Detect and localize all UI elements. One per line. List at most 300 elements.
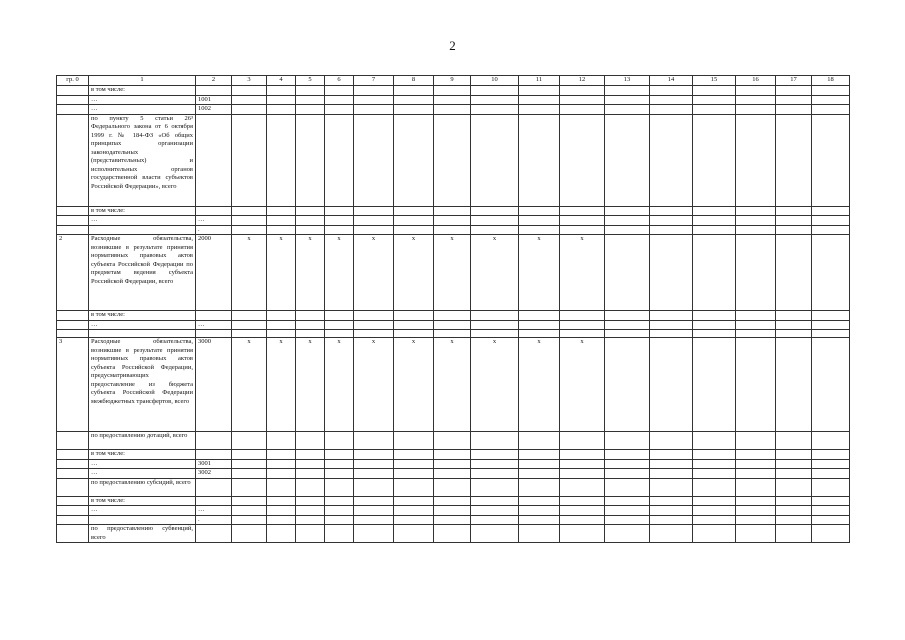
empty-cell bbox=[354, 432, 394, 450]
x-mark-cell: х bbox=[519, 235, 560, 311]
empty-cell bbox=[394, 506, 434, 516]
description-cell: по пункту 5 статьи 26³ Федерального закона от 6 октября 1999 г. № 184-ФЗ «Об общих принципах организации законодательных (представительных) и исполнительных органов государственной власти субъектов Российской Федерации», всего bbox=[89, 114, 196, 206]
empty-cell bbox=[519, 478, 560, 496]
empty-cell bbox=[434, 320, 471, 330]
code-cell bbox=[196, 206, 232, 216]
empty-cell bbox=[394, 330, 434, 338]
table-row bbox=[57, 206, 850, 216]
empty-cell bbox=[693, 478, 736, 496]
empty-cell bbox=[776, 459, 812, 469]
x-mark-cell: х bbox=[267, 235, 296, 311]
empty-cell bbox=[232, 496, 267, 506]
empty-cell bbox=[394, 225, 434, 235]
empty-cell bbox=[693, 525, 736, 543]
empty-cell bbox=[394, 95, 434, 105]
code-cell: 3000 bbox=[196, 338, 232, 432]
empty-cell bbox=[736, 330, 776, 338]
empty-cell bbox=[325, 506, 354, 516]
description-cell: … bbox=[89, 506, 196, 516]
empty-cell bbox=[394, 478, 434, 496]
empty-cell bbox=[471, 114, 519, 206]
empty-cell bbox=[296, 86, 325, 96]
empty-cell bbox=[519, 525, 560, 543]
empty-cell bbox=[736, 114, 776, 206]
header-cell: 3 bbox=[232, 76, 267, 86]
empty-cell bbox=[605, 506, 650, 516]
empty-cell bbox=[693, 320, 736, 330]
empty-cell bbox=[812, 235, 850, 311]
empty-cell bbox=[354, 320, 394, 330]
table-row bbox=[57, 114, 850, 206]
empty-cell bbox=[434, 216, 471, 226]
empty-cell bbox=[519, 105, 560, 115]
row-number-cell bbox=[57, 478, 89, 496]
empty-cell bbox=[650, 469, 693, 479]
empty-cell bbox=[434, 459, 471, 469]
empty-cell bbox=[267, 95, 296, 105]
empty-cell bbox=[519, 311, 560, 321]
empty-cell bbox=[471, 515, 519, 525]
header-cell: 7 bbox=[354, 76, 394, 86]
empty-cell bbox=[471, 450, 519, 460]
empty-cell bbox=[650, 338, 693, 432]
empty-cell bbox=[736, 311, 776, 321]
empty-cell bbox=[296, 225, 325, 235]
header-cell: 11 bbox=[519, 76, 560, 86]
empty-cell bbox=[736, 506, 776, 516]
empty-cell bbox=[736, 225, 776, 235]
code-cell bbox=[196, 330, 232, 338]
empty-cell bbox=[776, 432, 812, 450]
empty-cell bbox=[434, 506, 471, 516]
row-number-cell bbox=[57, 320, 89, 330]
row-number-cell bbox=[57, 432, 89, 450]
empty-cell bbox=[471, 506, 519, 516]
table-row bbox=[57, 320, 850, 330]
header-cell: 5 bbox=[296, 76, 325, 86]
row-number-cell bbox=[57, 311, 89, 321]
empty-cell bbox=[812, 216, 850, 226]
row-number-cell bbox=[57, 515, 89, 525]
empty-cell bbox=[325, 225, 354, 235]
empty-cell bbox=[650, 105, 693, 115]
empty-cell bbox=[812, 496, 850, 506]
empty-cell bbox=[605, 525, 650, 543]
empty-cell bbox=[434, 206, 471, 216]
empty-cell bbox=[471, 330, 519, 338]
empty-cell bbox=[776, 450, 812, 460]
empty-cell bbox=[776, 506, 812, 516]
empty-cell bbox=[354, 105, 394, 115]
empty-cell bbox=[519, 114, 560, 206]
empty-cell bbox=[267, 478, 296, 496]
empty-cell bbox=[560, 320, 605, 330]
empty-cell bbox=[296, 525, 325, 543]
x-mark-cell: х bbox=[296, 235, 325, 311]
description-cell: в том числе: bbox=[89, 450, 196, 460]
empty-cell bbox=[605, 478, 650, 496]
empty-cell bbox=[325, 515, 354, 525]
empty-cell bbox=[267, 450, 296, 460]
empty-cell bbox=[519, 432, 560, 450]
empty-cell bbox=[812, 525, 850, 543]
empty-cell bbox=[650, 320, 693, 330]
x-mark-cell: х bbox=[232, 235, 267, 311]
x-mark-cell: х bbox=[325, 235, 354, 311]
code-cell: 1002 bbox=[196, 105, 232, 115]
empty-cell bbox=[776, 105, 812, 115]
code-cell: . bbox=[196, 225, 232, 235]
empty-cell bbox=[812, 95, 850, 105]
empty-cell bbox=[605, 105, 650, 115]
empty-cell bbox=[354, 225, 394, 235]
x-mark-cell: х bbox=[232, 338, 267, 432]
table-row bbox=[57, 311, 850, 321]
empty-cell bbox=[434, 496, 471, 506]
table-row bbox=[57, 235, 850, 311]
empty-cell bbox=[267, 105, 296, 115]
table-row bbox=[57, 496, 850, 506]
code-cell bbox=[196, 311, 232, 321]
description-cell: … bbox=[89, 459, 196, 469]
empty-cell bbox=[471, 525, 519, 543]
empty-cell bbox=[232, 206, 267, 216]
empty-cell bbox=[650, 86, 693, 96]
empty-cell bbox=[693, 216, 736, 226]
empty-cell bbox=[650, 311, 693, 321]
header-cell: 8 bbox=[394, 76, 434, 86]
empty-cell bbox=[232, 469, 267, 479]
table-row bbox=[57, 469, 850, 479]
code-cell bbox=[196, 432, 232, 450]
row-number-cell bbox=[57, 525, 89, 543]
empty-cell bbox=[693, 206, 736, 216]
empty-cell bbox=[519, 86, 560, 96]
row-number-cell bbox=[57, 330, 89, 338]
row-number-cell: 2 bbox=[57, 235, 89, 311]
code-cell bbox=[196, 478, 232, 496]
empty-cell bbox=[650, 330, 693, 338]
empty-cell bbox=[776, 216, 812, 226]
code-cell bbox=[196, 525, 232, 543]
code-cell: … bbox=[196, 320, 232, 330]
x-mark-cell: х bbox=[519, 338, 560, 432]
table-row bbox=[57, 86, 850, 96]
empty-cell bbox=[325, 496, 354, 506]
empty-cell bbox=[650, 515, 693, 525]
empty-cell bbox=[434, 225, 471, 235]
empty-cell bbox=[519, 95, 560, 105]
empty-cell bbox=[560, 95, 605, 105]
empty-cell bbox=[394, 469, 434, 479]
empty-cell bbox=[519, 459, 560, 469]
empty-cell bbox=[232, 105, 267, 115]
code-cell: … bbox=[196, 506, 232, 516]
empty-cell bbox=[736, 105, 776, 115]
empty-cell bbox=[519, 320, 560, 330]
empty-cell bbox=[736, 450, 776, 460]
x-mark-cell: х bbox=[560, 235, 605, 311]
empty-cell bbox=[736, 515, 776, 525]
empty-cell bbox=[354, 86, 394, 96]
empty-cell bbox=[560, 432, 605, 450]
empty-cell bbox=[296, 311, 325, 321]
empty-cell bbox=[296, 95, 325, 105]
empty-cell bbox=[560, 114, 605, 206]
empty-cell bbox=[325, 469, 354, 479]
empty-cell bbox=[560, 459, 605, 469]
description-cell: в том числе: bbox=[89, 496, 196, 506]
empty-cell bbox=[296, 330, 325, 338]
description-cell: Расходные обязательства, возникшие в результате принятия нормативных правовых актов субъекта Российской Федерации по предметам ведения субъекта Российской Федерации, всего bbox=[89, 235, 196, 311]
empty-cell bbox=[267, 506, 296, 516]
empty-cell bbox=[812, 506, 850, 516]
empty-cell bbox=[434, 95, 471, 105]
table-row bbox=[57, 450, 850, 460]
empty-cell bbox=[267, 86, 296, 96]
empty-cell bbox=[519, 496, 560, 506]
empty-cell bbox=[776, 338, 812, 432]
row-number-cell bbox=[57, 450, 89, 460]
empty-cell bbox=[519, 506, 560, 516]
description-cell: по предоставлению субсидий, всего bbox=[89, 478, 196, 496]
empty-cell bbox=[434, 311, 471, 321]
code-cell bbox=[196, 450, 232, 460]
empty-cell bbox=[650, 450, 693, 460]
empty-cell bbox=[232, 225, 267, 235]
empty-cell bbox=[693, 114, 736, 206]
empty-cell bbox=[812, 432, 850, 450]
empty-cell bbox=[736, 478, 776, 496]
row-number-cell bbox=[57, 114, 89, 206]
empty-cell bbox=[560, 206, 605, 216]
empty-cell bbox=[650, 225, 693, 235]
empty-cell bbox=[434, 114, 471, 206]
header-cell: 10 bbox=[471, 76, 519, 86]
header-cell: 18 bbox=[812, 76, 850, 86]
empty-cell bbox=[605, 459, 650, 469]
empty-cell bbox=[560, 515, 605, 525]
empty-cell bbox=[650, 216, 693, 226]
empty-cell bbox=[776, 515, 812, 525]
empty-cell bbox=[776, 114, 812, 206]
description-cell: по предоставлению дотаций, всего bbox=[89, 432, 196, 450]
empty-cell bbox=[434, 432, 471, 450]
empty-cell bbox=[693, 469, 736, 479]
empty-cell bbox=[434, 450, 471, 460]
empty-cell bbox=[232, 114, 267, 206]
empty-cell bbox=[736, 338, 776, 432]
empty-cell bbox=[296, 114, 325, 206]
empty-cell bbox=[325, 216, 354, 226]
empty-cell bbox=[471, 496, 519, 506]
table-row bbox=[57, 338, 850, 432]
empty-cell bbox=[394, 216, 434, 226]
empty-cell bbox=[267, 525, 296, 543]
empty-cell bbox=[605, 330, 650, 338]
empty-cell bbox=[650, 432, 693, 450]
empty-cell bbox=[296, 469, 325, 479]
empty-cell bbox=[776, 206, 812, 216]
empty-cell bbox=[232, 311, 267, 321]
empty-cell bbox=[471, 469, 519, 479]
empty-cell bbox=[471, 216, 519, 226]
empty-cell bbox=[605, 95, 650, 105]
empty-cell bbox=[736, 320, 776, 330]
empty-cell bbox=[325, 105, 354, 115]
empty-cell bbox=[736, 432, 776, 450]
empty-cell bbox=[394, 459, 434, 469]
header-cell: 9 bbox=[434, 76, 471, 86]
empty-cell bbox=[394, 86, 434, 96]
empty-cell bbox=[394, 320, 434, 330]
report-table bbox=[56, 75, 850, 543]
empty-cell bbox=[394, 105, 434, 115]
empty-cell bbox=[434, 105, 471, 115]
empty-cell bbox=[776, 478, 812, 496]
x-mark-cell: х bbox=[471, 235, 519, 311]
row-number-cell bbox=[57, 225, 89, 235]
empty-cell bbox=[650, 506, 693, 516]
empty-cell bbox=[650, 496, 693, 506]
description-cell: по предоставлению субвенций, всего bbox=[89, 525, 196, 543]
empty-cell bbox=[325, 432, 354, 450]
empty-cell bbox=[267, 311, 296, 321]
header-cell: гр. 0 bbox=[57, 76, 89, 86]
empty-cell bbox=[267, 225, 296, 235]
header-cell: 14 bbox=[650, 76, 693, 86]
code-cell bbox=[196, 496, 232, 506]
empty-cell bbox=[232, 320, 267, 330]
empty-cell bbox=[325, 320, 354, 330]
description-cell bbox=[89, 225, 196, 235]
header-cell: 4 bbox=[267, 76, 296, 86]
empty-cell bbox=[296, 432, 325, 450]
empty-cell bbox=[605, 225, 650, 235]
empty-cell bbox=[736, 206, 776, 216]
empty-cell bbox=[605, 320, 650, 330]
header-cell: 16 bbox=[736, 76, 776, 86]
empty-cell bbox=[296, 496, 325, 506]
empty-cell bbox=[354, 216, 394, 226]
empty-cell bbox=[325, 478, 354, 496]
empty-cell bbox=[693, 459, 736, 469]
empty-cell bbox=[736, 86, 776, 96]
empty-cell bbox=[434, 330, 471, 338]
empty-cell bbox=[693, 450, 736, 460]
empty-cell bbox=[267, 496, 296, 506]
empty-cell bbox=[325, 330, 354, 338]
empty-cell bbox=[471, 225, 519, 235]
empty-cell bbox=[736, 469, 776, 479]
empty-cell bbox=[776, 320, 812, 330]
empty-cell bbox=[693, 515, 736, 525]
empty-cell bbox=[812, 225, 850, 235]
empty-cell bbox=[605, 450, 650, 460]
description-cell bbox=[89, 515, 196, 525]
code-cell: . bbox=[196, 515, 232, 525]
empty-cell bbox=[296, 506, 325, 516]
empty-cell bbox=[605, 469, 650, 479]
empty-cell bbox=[325, 114, 354, 206]
description-cell: Расходные обязательства, возникшие в результате принятия нормативных правовых актов субъекта Российской Федерации, предусматривающих предоставление из бюджета субъекта Российской Федерации межбюджетных трансфертов, всего bbox=[89, 338, 196, 432]
header-cell: 2 bbox=[196, 76, 232, 86]
empty-cell bbox=[471, 320, 519, 330]
empty-cell bbox=[736, 95, 776, 105]
row-number-cell bbox=[57, 105, 89, 115]
empty-cell bbox=[560, 450, 605, 460]
table-row bbox=[57, 225, 850, 235]
empty-cell bbox=[812, 338, 850, 432]
empty-cell bbox=[232, 216, 267, 226]
header-cell: 1 bbox=[89, 76, 196, 86]
empty-cell bbox=[354, 506, 394, 516]
empty-cell bbox=[776, 496, 812, 506]
row-number-cell bbox=[57, 206, 89, 216]
empty-cell bbox=[519, 469, 560, 479]
empty-cell bbox=[693, 235, 736, 311]
empty-cell bbox=[325, 459, 354, 469]
empty-cell bbox=[693, 311, 736, 321]
empty-cell bbox=[605, 338, 650, 432]
empty-cell bbox=[560, 216, 605, 226]
empty-cell bbox=[776, 86, 812, 96]
empty-cell bbox=[232, 95, 267, 105]
empty-cell bbox=[736, 525, 776, 543]
empty-cell bbox=[605, 114, 650, 206]
empty-cell bbox=[267, 432, 296, 450]
empty-cell bbox=[354, 330, 394, 338]
x-mark-cell: х bbox=[325, 338, 354, 432]
row-number-cell bbox=[57, 216, 89, 226]
description-cell: … bbox=[89, 320, 196, 330]
empty-cell bbox=[267, 216, 296, 226]
empty-cell bbox=[394, 515, 434, 525]
empty-cell bbox=[394, 311, 434, 321]
empty-cell bbox=[394, 450, 434, 460]
empty-cell bbox=[296, 105, 325, 115]
empty-cell bbox=[232, 506, 267, 516]
empty-cell bbox=[560, 311, 605, 321]
table-row bbox=[57, 105, 850, 115]
x-mark-cell: х bbox=[394, 235, 434, 311]
empty-cell bbox=[605, 86, 650, 96]
empty-cell bbox=[693, 225, 736, 235]
empty-cell bbox=[776, 469, 812, 479]
empty-cell bbox=[519, 216, 560, 226]
empty-cell bbox=[354, 515, 394, 525]
empty-cell bbox=[519, 515, 560, 525]
empty-cell bbox=[776, 311, 812, 321]
empty-cell bbox=[776, 235, 812, 311]
empty-cell bbox=[605, 496, 650, 506]
empty-cell bbox=[812, 515, 850, 525]
empty-cell bbox=[267, 469, 296, 479]
empty-cell bbox=[354, 206, 394, 216]
empty-cell bbox=[650, 95, 693, 105]
empty-cell bbox=[354, 114, 394, 206]
empty-cell bbox=[560, 525, 605, 543]
empty-cell bbox=[693, 86, 736, 96]
empty-cell bbox=[693, 432, 736, 450]
empty-cell bbox=[434, 525, 471, 543]
empty-cell bbox=[394, 525, 434, 543]
empty-cell bbox=[693, 506, 736, 516]
empty-cell bbox=[650, 478, 693, 496]
empty-cell bbox=[354, 450, 394, 460]
empty-cell bbox=[650, 114, 693, 206]
empty-cell bbox=[519, 225, 560, 235]
